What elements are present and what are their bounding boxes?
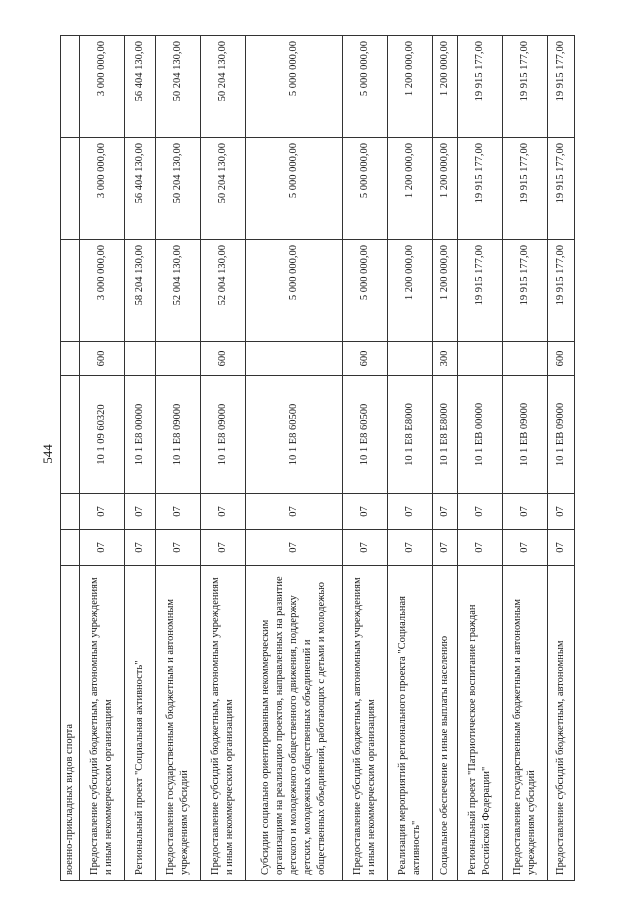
- expense-name: Реализация мероприятий регионального проекта "Социальная активность": [388, 566, 433, 881]
- subsection-code: [61, 494, 80, 530]
- section-code: 07: [246, 530, 343, 566]
- subsection-code: 07: [458, 494, 503, 530]
- section-code: 07: [548, 530, 575, 566]
- expense-type-code: 600: [80, 342, 125, 376]
- amount-year-3: 19 915 177,00: [503, 36, 548, 138]
- table-row: [458, 36, 503, 881]
- budget-sheet: [60, 36, 577, 881]
- section-code: 07: [156, 530, 201, 566]
- expense-name: Предоставление субсидий бюджетным, автономным: [548, 566, 575, 881]
- budget-table: [60, 35, 575, 881]
- expense-type-code: [125, 342, 156, 376]
- page-number: 544: [40, 444, 55, 464]
- amount-year-3: 56 404 130,00: [125, 36, 156, 138]
- amount-year-1: 5 000 000,00: [246, 240, 343, 342]
- amount-year-1: 1 200 000,00: [433, 240, 458, 342]
- amount-year-3: 1 200 000,00: [433, 36, 458, 138]
- table-row: [343, 36, 388, 881]
- subsection-code: 07: [80, 494, 125, 530]
- target-article-code: 10 1 E8 60500: [343, 376, 388, 494]
- expense-type-code: [61, 342, 80, 376]
- subsection-code: 07: [201, 494, 246, 530]
- expense-type-code: [503, 342, 548, 376]
- expense-type-code: [246, 342, 343, 376]
- section-code: 07: [201, 530, 246, 566]
- expense-name: Предоставление государственным бюджетным и автономным учреждениям субсидий: [156, 566, 201, 881]
- target-article-code: 10 1 EВ 09000: [548, 376, 575, 494]
- table-row: [246, 36, 343, 881]
- subsection-code: 07: [433, 494, 458, 530]
- amount-year-1: 19 915 177,00: [503, 240, 548, 342]
- expense-name: Субсидии социально ориентированным некоммерческим организациям на реализацию проектов, направленных на развитие детского и молодежного общественного движения, поддержку детских, молодежных общественных объединений и общественных объединений, работающих с детьми и молодежью: [246, 566, 343, 881]
- subsection-code: 07: [388, 494, 433, 530]
- subsection-code: 07: [125, 494, 156, 530]
- target-article-code: 10 1 E8 09000: [156, 376, 201, 494]
- expense-type-code: 300: [433, 342, 458, 376]
- amount-year-2: 19 915 177,00: [503, 138, 548, 240]
- target-article-code: 10 1 09 60320: [80, 376, 125, 494]
- amount-year-2: 3 000 000,00: [80, 138, 125, 240]
- expense-name: Предоставление государственным бюджетным и автономным учреждениям субсидий: [503, 566, 548, 881]
- amount-year-3: 50 204 130,00: [156, 36, 201, 138]
- expense-type-code: 600: [548, 342, 575, 376]
- target-article-code: [61, 376, 80, 494]
- section-code: 07: [433, 530, 458, 566]
- amount-year-1: 19 915 177,00: [548, 240, 575, 342]
- amount-year-1: [61, 240, 80, 342]
- section-code: 07: [388, 530, 433, 566]
- target-article-code: 10 1 E8 E8000: [388, 376, 433, 494]
- target-article-code: 10 1 EВ 00000: [458, 376, 503, 494]
- table-row: [156, 36, 201, 881]
- amount-year-3: 50 204 130,00: [201, 36, 246, 138]
- amount-year-3: 5 000 000,00: [343, 36, 388, 138]
- expense-type-code: [156, 342, 201, 376]
- amount-year-2: 5 000 000,00: [343, 138, 388, 240]
- amount-year-1: 1 200 000,00: [388, 240, 433, 342]
- amount-year-2: 56 404 130,00: [125, 138, 156, 240]
- amount-year-3: 1 200 000,00: [388, 36, 433, 138]
- amount-year-1: 58 204 130,00: [125, 240, 156, 342]
- table-row: [503, 36, 548, 881]
- expense-name: Предоставление субсидий бюджетным, автономным учреждениям и иным некоммерческим организациям: [343, 566, 388, 881]
- amount-year-3: 19 915 177,00: [458, 36, 503, 138]
- subsection-code: 07: [548, 494, 575, 530]
- amount-year-2: 1 200 000,00: [433, 138, 458, 240]
- target-article-code: 10 1 E8 E8000: [433, 376, 458, 494]
- subsection-code: 07: [156, 494, 201, 530]
- target-article-code: 10 1 E8 00000: [125, 376, 156, 494]
- section-code: 07: [125, 530, 156, 566]
- amount-year-2: [61, 138, 80, 240]
- subsection-code: 07: [246, 494, 343, 530]
- expense-name: Предоставление субсидий бюджетным, автономным учреждениям и иным некоммерческим организациям: [80, 566, 125, 881]
- table-row: [433, 36, 458, 881]
- expense-type-code: 600: [201, 342, 246, 376]
- amount-year-3: 19 915 177,00: [548, 36, 575, 138]
- table-row: [201, 36, 246, 881]
- amount-year-1: 52 004 130,00: [201, 240, 246, 342]
- target-article-code: 10 1 E8 60500: [246, 376, 343, 494]
- amount-year-1: 5 000 000,00: [343, 240, 388, 342]
- amount-year-2: 19 915 177,00: [548, 138, 575, 240]
- expense-name: Региональный проект "Социальная активность": [125, 566, 156, 881]
- amount-year-2: 5 000 000,00: [246, 138, 343, 240]
- table-row: [388, 36, 433, 881]
- section-code: [61, 530, 80, 566]
- amount-year-2: 19 915 177,00: [458, 138, 503, 240]
- expense-type-code: [458, 342, 503, 376]
- amount-year-2: 50 204 130,00: [156, 138, 201, 240]
- expense-name: Социальное обеспечение и иные выплаты населению: [433, 566, 458, 881]
- expense-name: Предоставление субсидий бюджетным, автономным учреждениям и иным некоммерческим организациям: [201, 566, 246, 881]
- section-code: 07: [80, 530, 125, 566]
- section-code: 07: [458, 530, 503, 566]
- table-row: [61, 36, 80, 881]
- target-article-code: 10 1 E8 09000: [201, 376, 246, 494]
- expense-name: Региональный проект "Патриотическое воспитание граждан Российской Федерации": [458, 566, 503, 881]
- table-row: [548, 36, 575, 881]
- table-row: [125, 36, 156, 881]
- target-article-code: 10 1 EВ 09000: [503, 376, 548, 494]
- amount-year-3: 3 000 000,00: [80, 36, 125, 138]
- amount-year-3: [61, 36, 80, 138]
- subsection-code: 07: [503, 494, 548, 530]
- section-code: 07: [503, 530, 548, 566]
- subsection-code: 07: [343, 494, 388, 530]
- expense-type-code: 600: [343, 342, 388, 376]
- amount-year-1: 52 004 130,00: [156, 240, 201, 342]
- expense-name: военно-прикладных видов спорта: [61, 566, 80, 881]
- expense-type-code: [388, 342, 433, 376]
- amount-year-3: 5 000 000,00: [246, 36, 343, 138]
- section-code: 07: [343, 530, 388, 566]
- amount-year-1: 19 915 177,00: [458, 240, 503, 342]
- amount-year-2: 1 200 000,00: [388, 138, 433, 240]
- amount-year-1: 3 000 000,00: [80, 240, 125, 342]
- amount-year-2: 50 204 130,00: [201, 138, 246, 240]
- table-row: [80, 36, 125, 881]
